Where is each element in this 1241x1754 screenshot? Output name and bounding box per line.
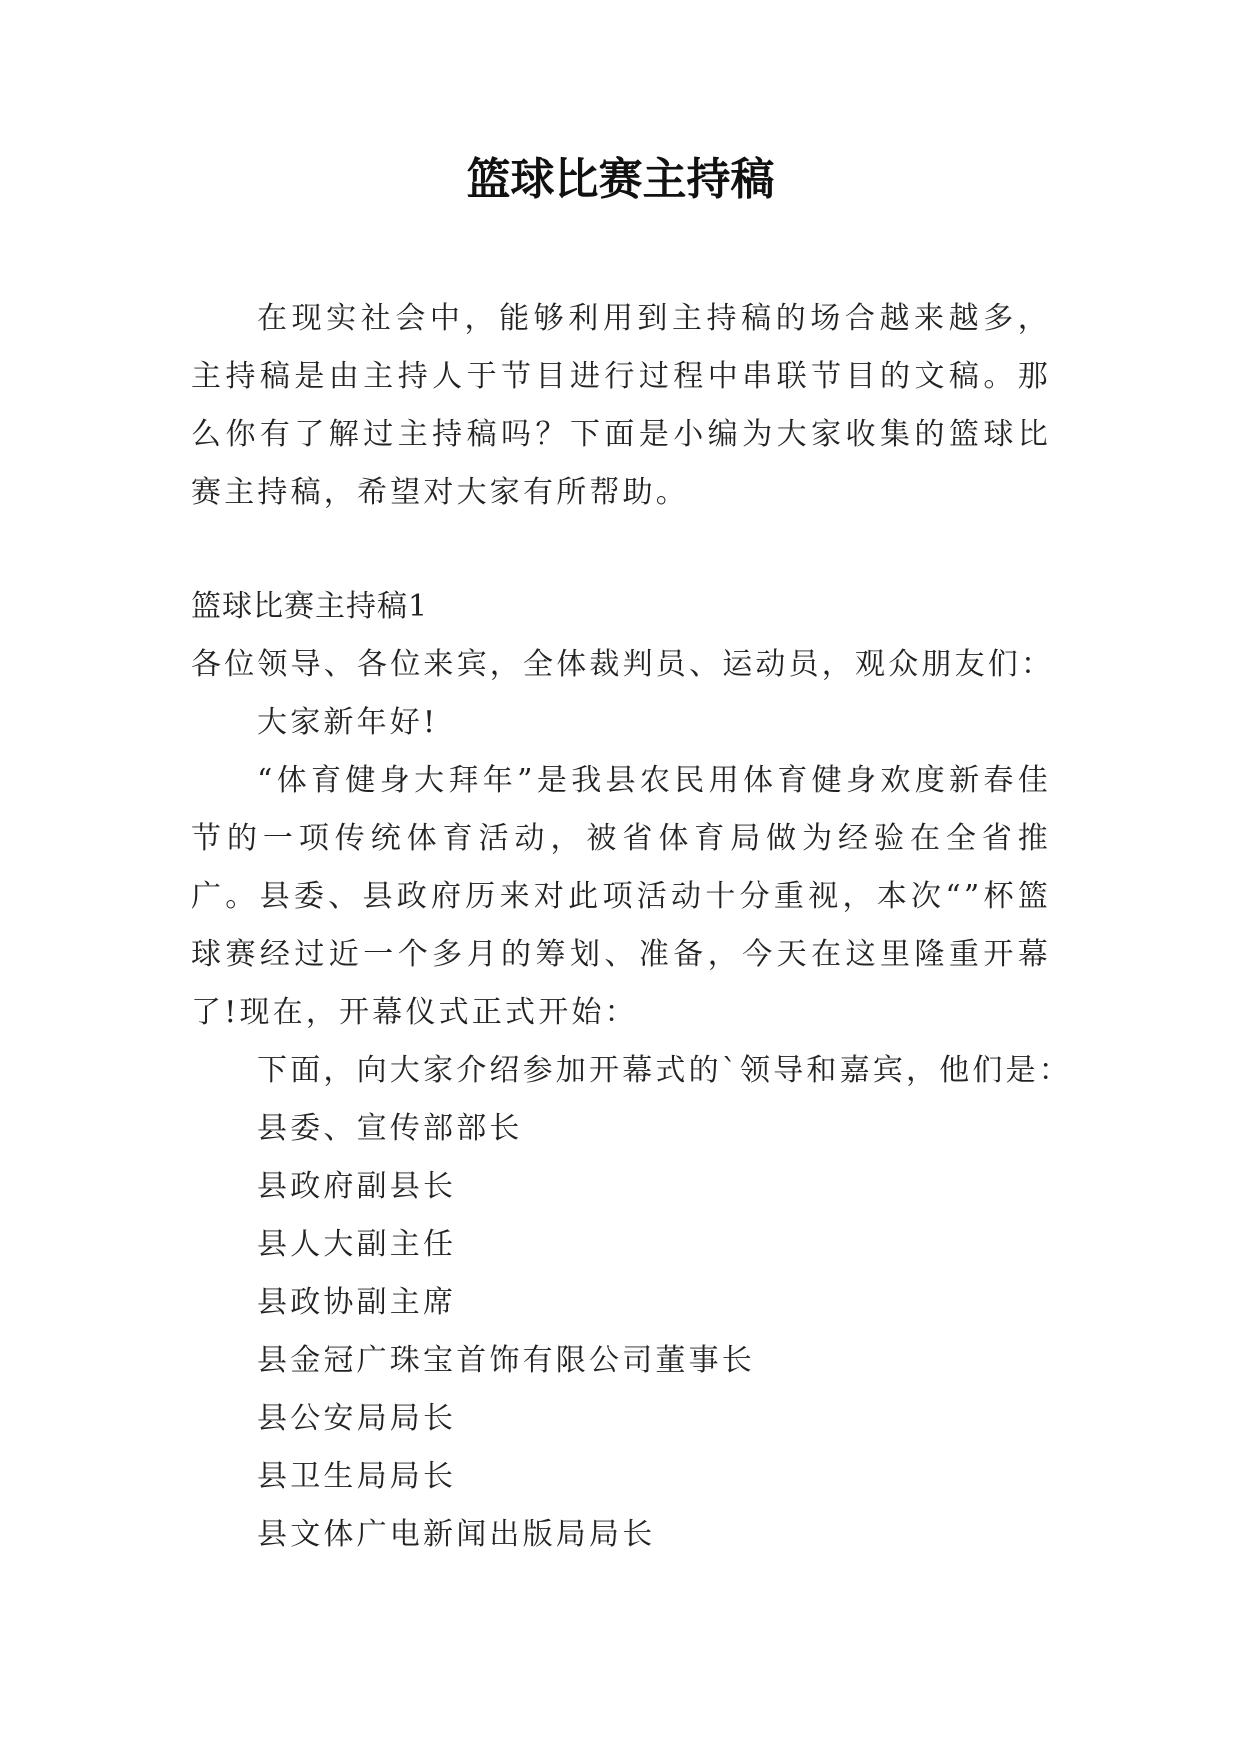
guest-item: 县金冠广珠宝首饰有限公司董事长 [257, 1343, 755, 1378]
guests-intro: 下面，向大家介绍参加开幕式的`领导和嘉宾，他们是： [257, 1053, 1072, 1088]
document-body [191, 578, 1071, 1564]
intro-paragraph: 在现实社会中，能够利用到主持稿的场合越来越多，主持稿是由主持人于节目进行过程中串联节目的文稿。那么你有了解过主持稿吗？下面是小编为大家收集的篮球比赛主持稿，希望对大家有所帮助。 [191, 301, 1051, 510]
section-heading: 篮球比赛主持稿1 [191, 589, 429, 624]
guest-item: 县公安局局长 [257, 1401, 457, 1436]
greeting: 大家新年好! [257, 705, 439, 740]
guest-item: 县人大副主任 [257, 1227, 457, 1262]
guest-item: 县政府副县长 [257, 1169, 457, 1204]
guest-item: 县委、宣传部部长 [257, 1111, 523, 1146]
salutation: 各位领导、各位来宾，全体裁判员、运动员，观众朋友们： [191, 647, 1055, 682]
guest-item: 县政协副主席 [257, 1285, 457, 1320]
document-title: 篮球比赛主持稿 [466, 154, 775, 205]
guest-item: 县卫生局局长 [257, 1459, 457, 1494]
opening-paragraph: “体育健身大拜年”是我县农民用体育健身欢度新春佳节的一项传统体育活动，被省体育局做为经验在全省推广。县委、县政府历来对此项活动十分重视，本次“”杯篮球赛经过近一个多月的筹划、准备，今天在这里隆重开幕了!现在，开幕仪式正式开始： [191, 763, 1051, 1030]
guest-item: 县文体广电新闻出版局局长 [257, 1517, 656, 1552]
